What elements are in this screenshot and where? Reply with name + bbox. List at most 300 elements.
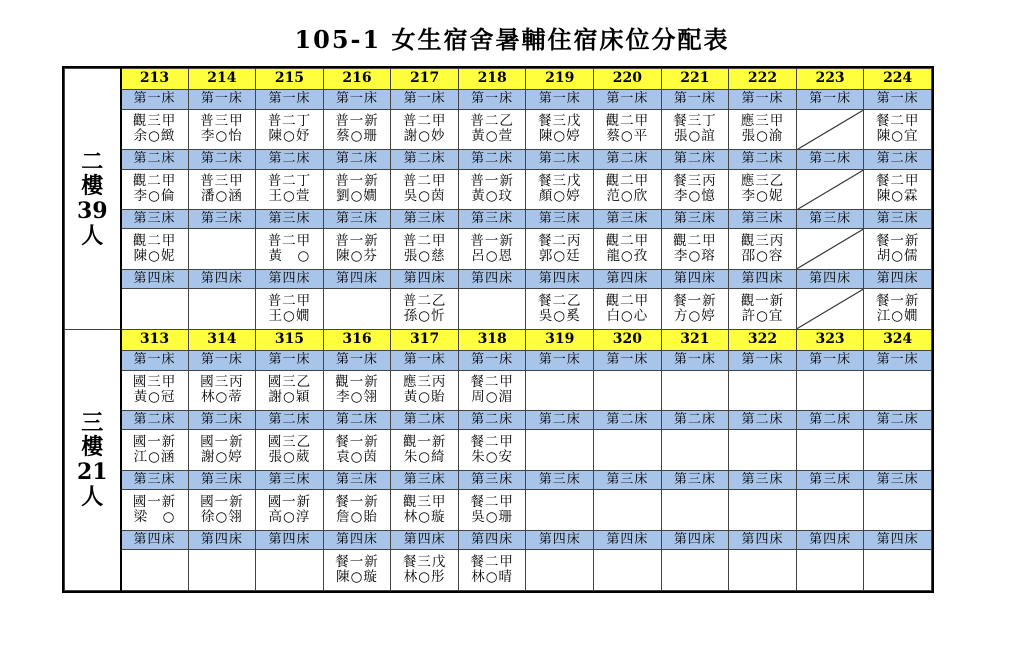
occupant-cell xyxy=(864,289,932,330)
occupant-cell xyxy=(458,430,526,471)
occupant-name: 吳○奚 xyxy=(538,308,581,325)
occupant-class: 普一新 xyxy=(335,173,379,190)
bed-label: 第三床 xyxy=(594,471,662,490)
room-number: 224 xyxy=(864,69,932,90)
empty-bed-cell xyxy=(661,550,729,591)
occupant-class: 應三甲 xyxy=(740,113,785,130)
room-number: 222 xyxy=(729,69,797,90)
bed-label: 第四床 xyxy=(796,270,864,289)
occupant-class: 普一新 xyxy=(470,173,514,190)
empty-bed-cell xyxy=(526,370,594,411)
occupant-cell xyxy=(121,370,189,411)
occupant-class: 餐一新 xyxy=(335,494,379,511)
bed-label: 第四床 xyxy=(796,531,864,550)
bed-label: 第四床 xyxy=(661,270,729,289)
bed-label: 第四床 xyxy=(391,531,459,550)
room-number: 223 xyxy=(796,69,864,90)
bed-label: 第三床 xyxy=(256,471,324,490)
bed-label: 第一床 xyxy=(796,90,864,109)
floor-label-text: 21 xyxy=(76,458,108,485)
occupant-name: 吳○茵 xyxy=(403,188,446,205)
bed-label: 第二床 xyxy=(256,411,324,430)
occupant-row xyxy=(65,550,932,591)
occupant-cell xyxy=(256,229,324,270)
empty-bed-cell xyxy=(594,430,662,471)
empty-bed-cell xyxy=(594,490,662,531)
occupant-class: 普一新 xyxy=(335,113,379,130)
bed-label: 第一床 xyxy=(391,90,459,109)
bed-label: 第二床 xyxy=(594,411,662,430)
floor-label xyxy=(65,329,121,590)
empty-bed-cell xyxy=(661,430,729,471)
occupant-cell xyxy=(864,169,932,210)
occupant-name: 詹○貽 xyxy=(336,509,378,526)
empty-bed-cell xyxy=(188,289,256,330)
diagonal-strike-icon xyxy=(797,289,864,329)
occupant-name: 黃○玟 xyxy=(471,188,514,205)
room-number: 319 xyxy=(526,329,594,350)
room-number: 218 xyxy=(458,69,526,90)
occupant-name: 呂○恩 xyxy=(471,248,514,265)
bed-label: 第三床 xyxy=(729,210,797,229)
bed-label: 第三床 xyxy=(864,210,932,229)
occupant-cell xyxy=(594,229,662,270)
occupant-name: 張○渝 xyxy=(741,128,784,145)
bed-label: 第一床 xyxy=(594,90,662,109)
empty-bed-cell xyxy=(729,550,797,591)
empty-bed-cell xyxy=(796,430,864,471)
occupant-name: 朱○安 xyxy=(471,449,514,466)
room-number: 219 xyxy=(526,69,594,90)
occupant-cell xyxy=(864,229,932,270)
occupant-class: 餐三戊 xyxy=(402,554,447,571)
occupant-class: 觀二甲 xyxy=(605,173,650,190)
room-number-row xyxy=(65,329,932,350)
empty-bed-cell xyxy=(121,550,189,591)
occupant-class: 餐二丙 xyxy=(538,233,582,250)
occupant-cell xyxy=(121,490,189,531)
occupant-name: 高○淳 xyxy=(268,509,311,526)
diagonal-strike-icon xyxy=(797,110,864,150)
occupant-class: 餐三戊 xyxy=(538,173,582,190)
bed-label: 第二床 xyxy=(391,150,459,169)
occupant-cell xyxy=(323,550,391,591)
occupant-class: 餐二甲 xyxy=(470,494,514,511)
floor-label-text: 三 xyxy=(81,409,104,436)
occupant-name: 江○嫺 xyxy=(876,308,919,325)
occupant-cell xyxy=(121,229,189,270)
occupant-class: 國三甲 xyxy=(132,374,177,391)
bed-label: 第四床 xyxy=(391,270,459,289)
occupant-cell xyxy=(458,229,526,270)
bed-label: 第一床 xyxy=(256,351,324,370)
occupant-class: 國三乙 xyxy=(267,374,312,391)
bed-label: 第三床 xyxy=(661,471,729,490)
occupant-name: 白○心 xyxy=(606,308,649,325)
occupant-name: 李○憶 xyxy=(674,188,716,205)
occupant-name: 朱○綺 xyxy=(403,449,446,466)
bed-label-row xyxy=(65,270,932,289)
occupant-class: 國三乙 xyxy=(267,434,312,451)
empty-bed-cell xyxy=(594,550,662,591)
room-number: 221 xyxy=(661,69,729,90)
occupant-name: 張○葳 xyxy=(268,449,311,466)
bed-label-row xyxy=(65,351,932,370)
bed-label: 第一床 xyxy=(458,351,526,370)
occupant-name: 徐○翎 xyxy=(200,509,243,526)
empty-bed-cell xyxy=(458,289,526,330)
bed-label: 第四床 xyxy=(526,531,594,550)
occupant-class: 觀三甲 xyxy=(132,113,177,130)
occupant-class: 觀一新 xyxy=(335,374,379,391)
occupant-cell xyxy=(323,169,391,210)
empty-bed-cell xyxy=(796,490,864,531)
occupant-name: 李○瑢 xyxy=(674,248,716,265)
bed-label: 第三床 xyxy=(458,471,526,490)
occupant-row xyxy=(65,109,932,150)
occupant-cell xyxy=(391,370,459,411)
bed-label: 第三床 xyxy=(323,471,391,490)
occupant-name: 孫○忻 xyxy=(403,308,446,325)
occupant-class: 觀二甲 xyxy=(605,113,650,130)
bed-label: 第二床 xyxy=(661,150,729,169)
unavailable-bed-cell xyxy=(796,229,864,270)
occupant-class: 國一新 xyxy=(200,434,244,451)
empty-bed-cell xyxy=(729,370,797,411)
occupant-class: 普二乙 xyxy=(402,293,447,310)
bed-label: 第三床 xyxy=(458,210,526,229)
occupant-name: 陳○妤 xyxy=(268,128,311,145)
empty-bed-cell xyxy=(121,289,189,330)
bed-label: 第二床 xyxy=(121,150,189,169)
bed-label: 第四床 xyxy=(729,531,797,550)
floor-label-text: 人 xyxy=(81,222,104,249)
bed-label: 第三床 xyxy=(526,471,594,490)
room-number: 315 xyxy=(256,329,324,350)
bed-label: 第三床 xyxy=(121,210,189,229)
occupant-class: 餐一新 xyxy=(875,233,920,250)
occupant-row xyxy=(65,289,932,330)
occupant-cell xyxy=(391,430,459,471)
bed-label-row xyxy=(65,150,932,169)
occupant-cell xyxy=(256,169,324,210)
occupant-name: 李○倫 xyxy=(133,188,176,205)
floor-label-text: 樓 xyxy=(81,173,104,200)
bed-label: 第三床 xyxy=(729,471,797,490)
occupant-name: 王○萱 xyxy=(268,188,311,205)
occupant-class: 餐二甲 xyxy=(875,173,920,190)
occupant-class: 國一新 xyxy=(200,494,244,511)
occupant-cell xyxy=(391,109,459,150)
occupant-name: 李○怡 xyxy=(200,128,243,145)
empty-bed-cell xyxy=(864,430,932,471)
occupant-name: 林○彤 xyxy=(403,569,446,586)
occupant-name: 胡○儒 xyxy=(876,248,919,265)
room-number-row xyxy=(65,69,932,90)
occupant-name: 袁○茵 xyxy=(336,449,378,466)
empty-bed-cell xyxy=(864,490,932,531)
occupant-class: 應三丙 xyxy=(402,374,447,391)
occupant-cell xyxy=(661,229,729,270)
bed-label: 第三床 xyxy=(188,210,256,229)
empty-bed-cell xyxy=(729,490,797,531)
occupant-name: 李○妮 xyxy=(741,188,784,205)
occupant-class: 國三丙 xyxy=(200,374,244,391)
bed-label: 第一床 xyxy=(864,90,932,109)
bed-label: 第二床 xyxy=(188,150,256,169)
occupant-cell xyxy=(323,430,391,471)
occupant-class: 觀二甲 xyxy=(132,233,177,250)
occupant-cell xyxy=(391,169,459,210)
bed-label: 第一床 xyxy=(526,90,594,109)
bed-label: 第四床 xyxy=(188,531,256,550)
floor-label-text: 二 xyxy=(81,148,104,175)
bed-label: 第三床 xyxy=(323,210,391,229)
occupant-cell xyxy=(256,289,324,330)
unavailable-bed-cell xyxy=(796,109,864,150)
occupant-name: 陳○婷 xyxy=(538,128,581,145)
room-number: 220 xyxy=(594,69,662,90)
room-number: 215 xyxy=(256,69,324,90)
bed-label: 第三床 xyxy=(796,471,864,490)
occupant-class: 餐二甲 xyxy=(470,434,514,451)
occupant-cell xyxy=(188,490,256,531)
occupant-cell xyxy=(323,109,391,150)
occupant-cell xyxy=(323,370,391,411)
empty-bed-cell xyxy=(864,370,932,411)
bed-label: 第二床 xyxy=(323,150,391,169)
occupant-class: 普二甲 xyxy=(402,233,447,250)
floor-label-text: 39 xyxy=(76,197,108,224)
room-number: 321 xyxy=(661,329,729,350)
bed-label: 第三床 xyxy=(661,210,729,229)
bed-label: 第四床 xyxy=(526,270,594,289)
bed-allocation-table xyxy=(62,66,934,593)
occupant-name: 謝○妙 xyxy=(403,128,446,145)
occupant-class: 普二丁 xyxy=(267,113,312,130)
floor-label-text: 樓 xyxy=(81,434,104,461)
bed-label: 第四床 xyxy=(864,531,932,550)
occupant-row xyxy=(65,370,932,411)
bed-label-row xyxy=(65,531,932,550)
bed-label-row xyxy=(65,411,932,430)
occupant-cell xyxy=(729,289,797,330)
diagonal-strike-icon xyxy=(797,229,864,269)
occupant-name: 黃○萱 xyxy=(471,128,514,145)
occupant-row xyxy=(65,229,932,270)
bed-label: 第二床 xyxy=(526,150,594,169)
page-title: 105-1 女生宿舍暑輔住宿床位分配表 xyxy=(294,25,730,54)
occupant-name: 余○緻 xyxy=(133,128,176,145)
bed-label: 第一床 xyxy=(121,351,189,370)
occupant-cell xyxy=(729,169,797,210)
room-number: 213 xyxy=(121,69,189,90)
empty-bed-cell xyxy=(323,289,391,330)
occupant-name: 郭○廷 xyxy=(538,248,581,265)
occupant-cell xyxy=(121,109,189,150)
occupant-cell xyxy=(256,430,324,471)
occupant-cell xyxy=(526,229,594,270)
empty-bed-cell xyxy=(526,490,594,531)
occupant-row xyxy=(65,169,932,210)
empty-bed-cell xyxy=(796,370,864,411)
empty-bed-cell xyxy=(864,550,932,591)
bed-label: 第四床 xyxy=(458,531,526,550)
bed-label: 第二床 xyxy=(796,150,864,169)
occupant-name: 謝○婷 xyxy=(200,449,243,466)
bed-label: 第四床 xyxy=(188,270,256,289)
empty-bed-cell xyxy=(256,550,324,591)
room-number: 214 xyxy=(188,69,256,90)
empty-bed-cell xyxy=(594,370,662,411)
occupant-name: 黃 ○ xyxy=(268,248,311,265)
unavailable-bed-cell xyxy=(796,289,864,330)
occupant-cell xyxy=(323,490,391,531)
occupant-class: 觀二甲 xyxy=(132,173,177,190)
bed-label: 第三床 xyxy=(526,210,594,229)
occupant-name: 陳○璇 xyxy=(336,569,378,586)
occupant-class: 觀三丙 xyxy=(740,233,785,250)
room-number: 320 xyxy=(594,329,662,350)
occupant-cell xyxy=(458,370,526,411)
occupant-cell xyxy=(594,289,662,330)
occupant-class: 國一新 xyxy=(267,494,312,511)
occupant-cell xyxy=(188,109,256,150)
occupant-cell xyxy=(661,109,729,150)
occupant-cell xyxy=(458,490,526,531)
room-number: 322 xyxy=(729,329,797,350)
occupant-class: 餐二甲 xyxy=(470,554,514,571)
occupant-cell xyxy=(391,289,459,330)
bed-label: 第一床 xyxy=(864,351,932,370)
bed-label: 第一床 xyxy=(661,90,729,109)
occupant-name: 吳○珊 xyxy=(471,509,514,526)
occupant-name: 許○宜 xyxy=(741,308,784,325)
unavailable-bed-cell xyxy=(796,169,864,210)
bed-label: 第四床 xyxy=(323,270,391,289)
occupant-class: 觀三甲 xyxy=(402,494,447,511)
occupant-class: 國一新 xyxy=(132,434,177,451)
occupant-name: 李○翎 xyxy=(336,389,378,406)
room-number: 317 xyxy=(391,329,459,350)
occupant-cell xyxy=(391,490,459,531)
occupant-name: 江○涵 xyxy=(133,449,176,466)
bed-label: 第四床 xyxy=(323,531,391,550)
occupant-class: 普二甲 xyxy=(267,233,312,250)
empty-bed-cell xyxy=(188,550,256,591)
bed-label: 第四床 xyxy=(458,270,526,289)
occupant-cell xyxy=(458,109,526,150)
bed-label: 第四床 xyxy=(864,270,932,289)
occupant-cell xyxy=(594,109,662,150)
bed-label: 第三床 xyxy=(256,210,324,229)
bed-label: 第四床 xyxy=(594,531,662,550)
occupant-name: 蔡○珊 xyxy=(336,128,378,145)
bed-label: 第二床 xyxy=(323,411,391,430)
occupant-class: 普二丁 xyxy=(267,173,312,190)
occupant-cell xyxy=(121,430,189,471)
occupant-cell xyxy=(526,169,594,210)
occupant-cell xyxy=(256,370,324,411)
occupant-name: 陳○霖 xyxy=(876,188,919,205)
bed-label-row xyxy=(65,210,932,229)
bed-label: 第三床 xyxy=(121,471,189,490)
floor-label xyxy=(65,69,121,330)
occupant-cell xyxy=(188,370,256,411)
occupant-cell xyxy=(323,229,391,270)
empty-bed-cell xyxy=(188,229,256,270)
occupant-name: 梁 ○ xyxy=(133,509,176,526)
occupant-class: 國一新 xyxy=(132,494,177,511)
occupant-name: 黃○貽 xyxy=(403,389,446,406)
bed-label: 第三床 xyxy=(188,471,256,490)
bed-label: 第一床 xyxy=(729,90,797,109)
bed-label: 第三床 xyxy=(391,471,459,490)
occupant-name: 潘○涵 xyxy=(200,188,243,205)
bed-label: 第四床 xyxy=(256,531,324,550)
bed-label: 第一床 xyxy=(121,90,189,109)
room-number: 216 xyxy=(323,69,391,90)
bed-label: 第二床 xyxy=(729,411,797,430)
occupant-cell xyxy=(121,169,189,210)
occupant-class: 餐三丁 xyxy=(673,113,717,130)
bed-label: 第四床 xyxy=(594,270,662,289)
bed-label: 第二床 xyxy=(729,150,797,169)
floor-label-text: 人 xyxy=(81,483,104,510)
bed-label: 第二床 xyxy=(458,150,526,169)
occupant-class: 普三甲 xyxy=(200,173,244,190)
empty-bed-cell xyxy=(661,490,729,531)
occupant-cell xyxy=(391,550,459,591)
bed-label: 第二床 xyxy=(256,150,324,169)
bed-label: 第二床 xyxy=(121,411,189,430)
bed-label: 第一床 xyxy=(256,90,324,109)
room-number: 324 xyxy=(864,329,932,350)
occupant-class: 普二甲 xyxy=(267,293,312,310)
occupant-class: 普一新 xyxy=(335,233,379,250)
empty-bed-cell xyxy=(526,550,594,591)
occupant-class: 觀二甲 xyxy=(605,233,650,250)
occupant-cell xyxy=(526,109,594,150)
occupant-class: 觀二甲 xyxy=(605,293,650,310)
bed-label: 第四床 xyxy=(121,531,189,550)
bed-label: 第四床 xyxy=(661,531,729,550)
bed-label: 第四床 xyxy=(729,270,797,289)
occupant-name: 張○慈 xyxy=(403,248,446,265)
occupant-name: 劉○嫺 xyxy=(336,188,378,205)
occupant-name: 方○婷 xyxy=(674,308,716,325)
bed-label-row xyxy=(65,471,932,490)
occupant-name: 謝○穎 xyxy=(268,389,311,406)
bed-label: 第二床 xyxy=(594,150,662,169)
bed-label: 第三床 xyxy=(594,210,662,229)
empty-bed-cell xyxy=(796,550,864,591)
bed-label: 第一床 xyxy=(188,351,256,370)
occupant-class: 普二甲 xyxy=(402,113,447,130)
occupant-name: 林○蒂 xyxy=(200,389,243,406)
bed-label: 第二床 xyxy=(458,411,526,430)
occupant-cell xyxy=(188,169,256,210)
occupant-cell xyxy=(729,229,797,270)
occupant-class: 觀一新 xyxy=(740,293,785,310)
bed-label: 第二床 xyxy=(391,411,459,430)
occupant-name: 黃○冠 xyxy=(133,389,176,406)
room-number: 316 xyxy=(323,329,391,350)
occupant-class: 觀二甲 xyxy=(673,233,717,250)
occupant-cell xyxy=(458,550,526,591)
occupant-name: 周○湄 xyxy=(471,389,514,406)
occupant-cell xyxy=(256,109,324,150)
